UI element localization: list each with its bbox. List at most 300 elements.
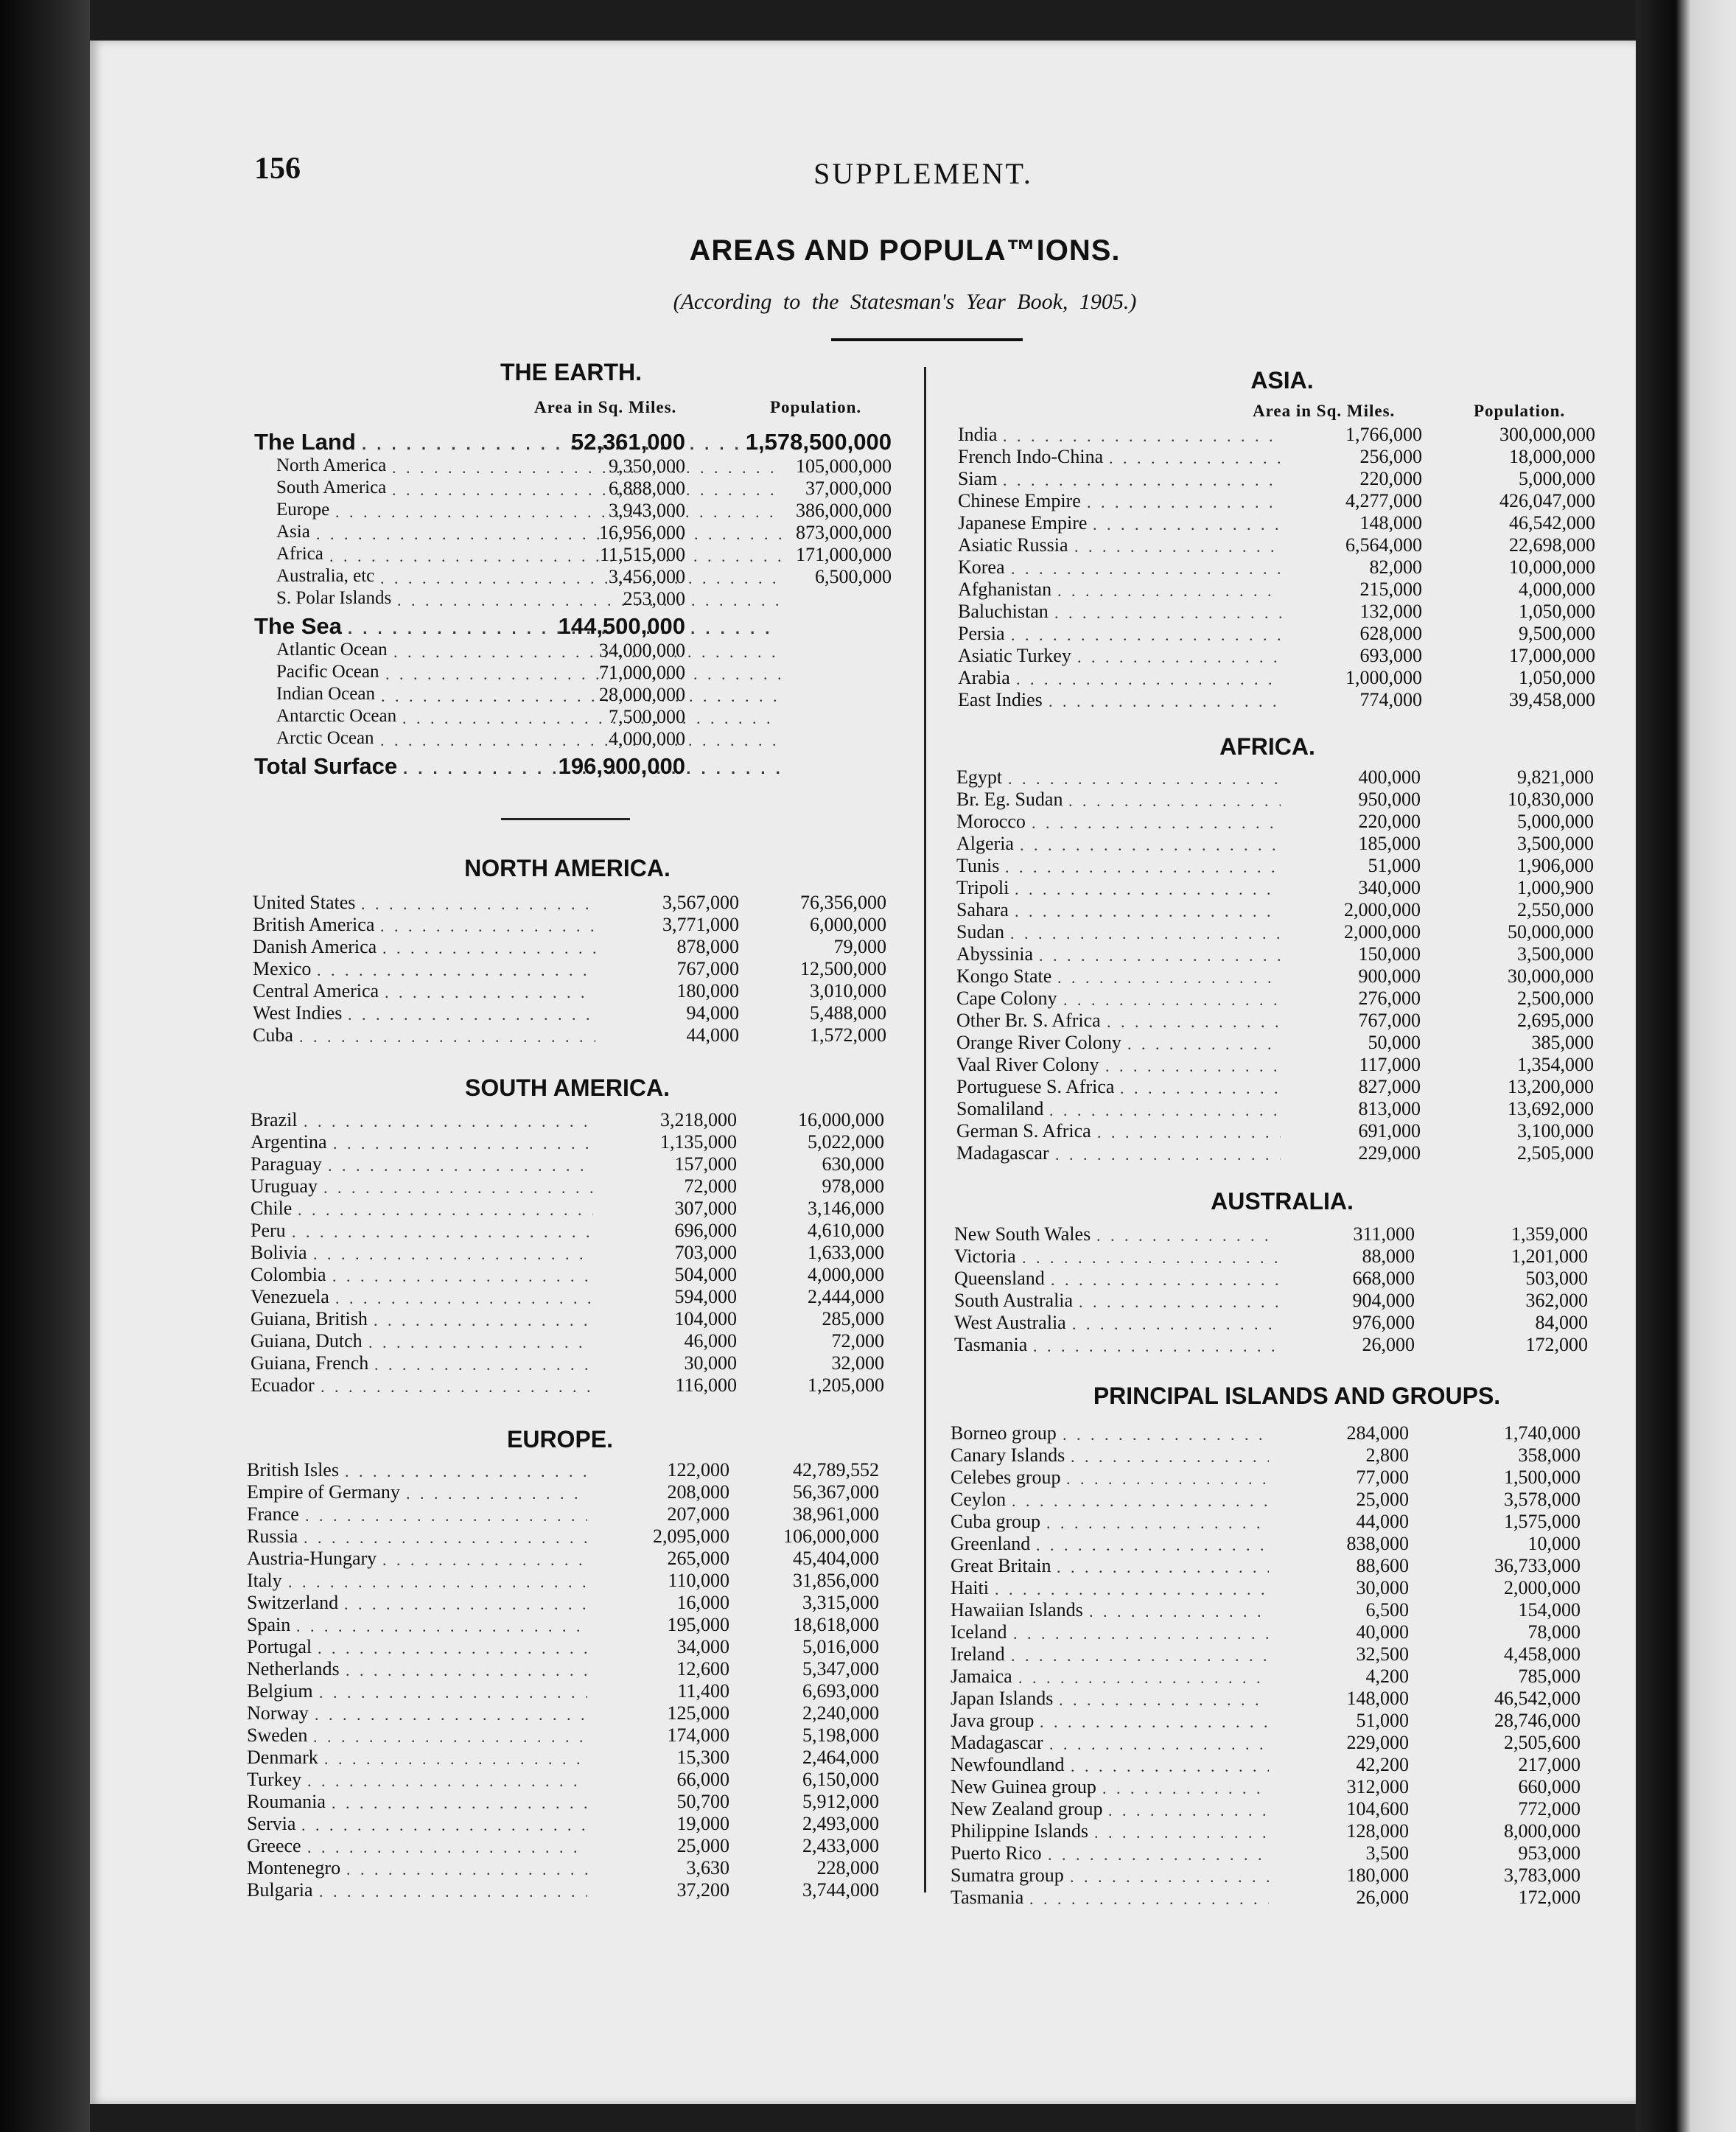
population-value: 1,205,000 (808, 1374, 884, 1396)
row-name: Sweden (247, 1724, 308, 1746)
leader-dots (382, 939, 595, 954)
population-value: 12,500,000 (800, 958, 886, 979)
area-value: 9,350,000 (609, 455, 685, 477)
leader-dots (1016, 670, 1282, 685)
table-row (251, 1175, 892, 1198)
table-row (951, 1864, 1592, 1887)
area-value: 196,900,000 (558, 753, 685, 779)
table-row (951, 1467, 1592, 1489)
area-value: 3,943,000 (609, 500, 685, 521)
population-value: 6,693,000 (802, 1680, 879, 1702)
table-row (247, 1503, 888, 1525)
row-name: Roumania (247, 1791, 326, 1812)
population-value: 3,100,000 (1517, 1120, 1594, 1142)
area-value: 311,000 (1353, 1223, 1415, 1245)
population-value: 3,500,000 (1517, 943, 1594, 965)
leader-dots (1048, 1845, 1269, 1860)
row-name: Chile (251, 1198, 293, 1219)
area-value: 19,000 (676, 1813, 729, 1834)
leader-dots (1087, 493, 1282, 508)
row-name: Chinese Empire (958, 490, 1081, 511)
area-value: 180,000 (1346, 1864, 1409, 1886)
leader-dots (329, 547, 781, 562)
area-value: 3,567,000 (662, 892, 739, 913)
row-name: Baluchistan (958, 601, 1049, 622)
table-row (253, 1024, 894, 1046)
row-name: Orange River Colony (956, 1032, 1121, 1053)
area-value: 94,000 (686, 1002, 739, 1024)
table-row (951, 1776, 1592, 1798)
area-value: 185,000 (1358, 833, 1421, 854)
table-row (247, 1525, 888, 1548)
leader-dots (1057, 968, 1281, 983)
table-row (954, 1334, 1595, 1356)
table-row (956, 1120, 1597, 1142)
table-row (254, 610, 895, 640)
leader-dots (381, 687, 781, 702)
area-value: 144,500,000 (558, 613, 685, 639)
area-value: 2,000,000 (1344, 899, 1421, 920)
table-row (951, 1842, 1592, 1864)
row-name: Haiti (951, 1577, 989, 1598)
area-value: 976,000 (1352, 1312, 1415, 1333)
area-value: 25,000 (1356, 1489, 1409, 1510)
table-row (951, 1444, 1592, 1467)
area-value: 504,000 (674, 1264, 737, 1285)
area-value: 400,000 (1358, 766, 1421, 788)
leader-dots (1063, 1425, 1269, 1440)
population-value: 31,856,000 (793, 1570, 879, 1591)
population-value: 3,146,000 (808, 1198, 884, 1219)
area-value: 215,000 (1359, 579, 1422, 600)
row-name: Guiana, British (251, 1308, 368, 1329)
leader-dots (1107, 1013, 1281, 1027)
population-value: 3,744,000 (802, 1879, 879, 1901)
leader-dots (1032, 814, 1281, 828)
area-value: 7,500,000 (609, 706, 685, 727)
leader-dots (1077, 648, 1282, 663)
row-name: New South Wales (954, 1223, 1091, 1245)
area-value: 148,000 (1359, 512, 1422, 534)
population-value: 1,050,000 (1519, 601, 1595, 622)
leader-dots (1093, 515, 1282, 530)
area-value: 307,000 (674, 1198, 737, 1219)
table-row (951, 1798, 1592, 1820)
population-value: 1,201,000 (1511, 1245, 1588, 1267)
table-row (956, 855, 1597, 877)
row-name: Montenegro (247, 1857, 341, 1878)
table-row (247, 1857, 888, 1879)
leader-dots (382, 1551, 587, 1565)
population-value: 10,000,000 (1509, 556, 1595, 578)
leader-dots (392, 458, 781, 473)
row-name: Africa (276, 544, 323, 564)
area-value: 813,000 (1358, 1098, 1421, 1119)
population-value: 1,050,000 (1519, 667, 1595, 688)
area-value: 28,000,000 (599, 684, 685, 705)
population-value: 106,000,000 (783, 1525, 879, 1547)
population-value: 358,000 (1518, 1444, 1581, 1466)
area-value: 50,000 (1368, 1032, 1421, 1053)
population-value: 6,150,000 (802, 1769, 879, 1790)
table-row (247, 1614, 888, 1636)
row-name: Belgium (247, 1680, 313, 1702)
table-row (958, 534, 1599, 556)
row-name: Greenland (951, 1533, 1031, 1554)
population-value: 84,000 (1535, 1312, 1588, 1333)
area-value: 628,000 (1359, 623, 1422, 644)
table-row (251, 1352, 892, 1374)
table-row (247, 1835, 888, 1857)
row-name: Jamaica (951, 1666, 1012, 1687)
table-row (951, 1820, 1592, 1842)
row-name: Colombia (251, 1264, 326, 1285)
row-name: Japan Islands (951, 1688, 1054, 1709)
area-value: 3,456,000 (609, 566, 685, 587)
row-name: Austria-Hungary (247, 1548, 377, 1569)
row-name: Switzerland (247, 1592, 339, 1613)
table-row (956, 1142, 1597, 1164)
leader-dots (296, 1617, 587, 1632)
population-value: 3,315,000 (802, 1592, 879, 1613)
row-name: Egypt (956, 766, 1003, 788)
row-name: Central America (253, 980, 379, 1002)
row-name: Br. Eg. Sudan (956, 789, 1063, 810)
area-value: 34,000,000 (599, 640, 685, 661)
area-value: 42,200 (1356, 1754, 1409, 1775)
row-name: Antarctic Ocean (276, 706, 397, 726)
population-value: 3,010,000 (810, 980, 886, 1002)
population-value: 78,000 (1527, 1621, 1581, 1643)
leader-dots (1039, 946, 1281, 961)
row-name: Canary Islands (951, 1444, 1065, 1466)
area-value: 46,000 (684, 1330, 737, 1352)
row-name: France (247, 1503, 299, 1525)
area-value: 52,361,000 (570, 429, 685, 455)
row-name: Tasmania (954, 1334, 1028, 1355)
table-row (247, 1636, 888, 1658)
area-value: 4,200 (1365, 1666, 1409, 1687)
leader-dots (1003, 471, 1282, 486)
area-value: 767,000 (1358, 1010, 1421, 1031)
table-row (254, 478, 895, 500)
row-name: Queensland (954, 1268, 1045, 1289)
area-value: 122,000 (667, 1459, 729, 1481)
leader-dots (1005, 858, 1281, 873)
leader-dots (313, 1245, 593, 1259)
area-value: 37,200 (676, 1879, 729, 1901)
area-value: 594,000 (674, 1286, 737, 1307)
population-value: 36,733,000 (1494, 1555, 1581, 1576)
population-value: 32,000 (831, 1352, 884, 1374)
leader-dots (301, 1816, 587, 1831)
row-name: The Land (254, 429, 356, 455)
area-value: 703,000 (674, 1242, 737, 1263)
area-value: 878,000 (676, 936, 739, 957)
leader-dots (1127, 1035, 1281, 1049)
leader-dots (1036, 1536, 1269, 1551)
table-row (253, 980, 894, 1002)
population-value: 217,000 (1518, 1754, 1581, 1775)
row-name: Ecuador (251, 1374, 315, 1396)
population-value: 2,240,000 (802, 1702, 879, 1724)
table-row (958, 512, 1599, 534)
population-value: 13,692,000 (1508, 1098, 1594, 1119)
area-value: 11,400 (677, 1680, 729, 1702)
area-value: 88,600 (1356, 1555, 1409, 1576)
leader-dots (304, 1528, 587, 1543)
col-header-area: Area in Sq. Miles. (1253, 402, 1396, 420)
table-row (254, 750, 895, 780)
population-value: 362,000 (1525, 1290, 1588, 1311)
leader-dots (1018, 1668, 1269, 1683)
leader-dots (385, 665, 781, 679)
page-title: AREAS AND POPULA™IONS. (689, 234, 1121, 267)
area-value: 25,000 (676, 1835, 729, 1856)
area-value: 44,000 (1356, 1511, 1409, 1532)
population-value: 18,618,000 (793, 1614, 879, 1635)
row-name: Madagascar (951, 1732, 1043, 1753)
table-row (253, 914, 894, 936)
table-row (956, 1010, 1597, 1032)
population-value: 5,000,000 (1517, 811, 1594, 832)
population-value: 1,578,500,000 (745, 429, 892, 455)
row-name: Guiana, French (251, 1352, 369, 1374)
row-name: Japanese Empire (958, 512, 1088, 534)
table-row (956, 766, 1597, 789)
area-value: 40,000 (1356, 1621, 1409, 1643)
row-name: Siam (958, 468, 998, 489)
leader-dots (1033, 1337, 1278, 1352)
row-name: Sahara (956, 899, 1009, 920)
population-value: 1,354,000 (1517, 1054, 1594, 1075)
area-value: 312,000 (1346, 1776, 1409, 1797)
table-row (951, 1489, 1592, 1511)
leader-dots (332, 1794, 587, 1808)
table-row (958, 601, 1599, 623)
area-value: 693,000 (1359, 645, 1422, 666)
area-value: 51,000 (1356, 1710, 1409, 1731)
area-value: 44,000 (686, 1024, 739, 1046)
row-name: Great Britain (951, 1555, 1051, 1576)
row-name: Venezuela (251, 1286, 329, 1307)
population-value: 22,698,000 (1509, 534, 1595, 556)
area-value: 1,766,000 (1345, 424, 1422, 445)
leader-dots (323, 1178, 593, 1193)
row-name: Empire of Germany (247, 1481, 400, 1503)
table-row (253, 958, 894, 980)
leader-dots (305, 1506, 587, 1521)
population-value: 953,000 (1518, 1842, 1581, 1864)
area-value: 1,000,000 (1345, 667, 1422, 688)
population-value: 228,000 (816, 1857, 879, 1878)
table-row (951, 1511, 1592, 1533)
table-row (251, 1131, 892, 1153)
leader-dots (1008, 769, 1281, 784)
population-value: 2,500,000 (1517, 988, 1594, 1009)
section-title-europe: EUROPE. (506, 1426, 614, 1453)
leader-dots (1057, 581, 1282, 596)
population-value: 9,821,000 (1517, 766, 1594, 788)
table-row (247, 1680, 888, 1702)
leader-dots (393, 643, 781, 657)
leader-dots (332, 1267, 593, 1282)
leader-dots (392, 480, 781, 495)
table-row (954, 1290, 1595, 1312)
row-name: S. Polar Islands (276, 588, 392, 608)
table-row (951, 1422, 1592, 1444)
leader-dots (1029, 1890, 1269, 1904)
population-value: 4,458,000 (1504, 1643, 1581, 1665)
islands-table (951, 1422, 1592, 1909)
population-value: 46,542,000 (1509, 512, 1595, 534)
leader-dots (304, 1112, 593, 1127)
population-value: 5,347,000 (802, 1658, 879, 1680)
population-value: 30,000,000 (1508, 965, 1594, 987)
leader-dots (385, 983, 595, 998)
table-row (954, 1312, 1595, 1334)
row-name: West Indies (253, 1002, 343, 1024)
row-name: Ceylon (951, 1489, 1007, 1510)
area-value: 32,500 (1356, 1643, 1409, 1665)
leader-dots (374, 1355, 593, 1370)
row-name: Portugal (247, 1636, 312, 1657)
table-row (951, 1887, 1592, 1909)
area-value: 104,600 (1346, 1798, 1409, 1820)
row-name: Mexico (253, 958, 312, 979)
asia-column-headers (958, 402, 1599, 424)
table-row (954, 1268, 1595, 1290)
leader-dots (1051, 1271, 1278, 1285)
row-name: United States (253, 892, 356, 913)
table-row (956, 943, 1597, 965)
leader-dots (1046, 1514, 1269, 1528)
leader-dots (319, 1882, 587, 1897)
table-row (951, 1533, 1592, 1555)
area-value: 6,500 (1365, 1599, 1409, 1621)
leader-dots (316, 525, 781, 539)
area-value: 30,000 (684, 1352, 737, 1374)
row-name: Total Surface (254, 753, 398, 779)
table-row (958, 645, 1599, 667)
title-rule (831, 338, 1023, 341)
row-name: Bolivia (251, 1242, 307, 1263)
table-row (247, 1592, 888, 1614)
page-number: 156 (254, 152, 301, 186)
table-row (247, 1769, 888, 1791)
leader-dots (1011, 559, 1282, 574)
row-name: Turkey (247, 1769, 302, 1790)
area-value: 838,000 (1346, 1533, 1409, 1554)
population-value: 10,830,000 (1508, 789, 1594, 810)
leader-dots (1049, 692, 1282, 707)
leader-dots (315, 1705, 587, 1720)
table-row (958, 556, 1599, 579)
table-row (954, 1245, 1595, 1268)
leader-dots (397, 591, 781, 606)
area-value: 3,500 (1365, 1842, 1409, 1864)
row-name: Kongo State (956, 965, 1052, 987)
population-value: 5,198,000 (802, 1724, 879, 1746)
area-value: 2,000,000 (1344, 921, 1421, 943)
row-name: British America (253, 914, 375, 935)
area-value: 72,000 (684, 1175, 737, 1197)
table-row (247, 1658, 888, 1680)
table-row (247, 1481, 888, 1503)
row-name: East Indies (958, 689, 1043, 710)
table-row (251, 1286, 892, 1308)
row-name: Other Br. S. Africa (956, 1010, 1101, 1031)
population-value: 1,500,000 (1504, 1467, 1581, 1488)
leader-dots (1022, 1248, 1278, 1263)
row-name: British Isles (247, 1459, 339, 1481)
leader-dots (333, 1134, 593, 1149)
table-row (251, 1198, 892, 1220)
leader-dots (1071, 1757, 1269, 1772)
area-value: 157,000 (674, 1153, 737, 1175)
population-value: 3,500,000 (1517, 833, 1594, 854)
area-value: 229,000 (1346, 1732, 1409, 1753)
row-name: New Guinea group (951, 1776, 1096, 1797)
leader-dots (1068, 791, 1281, 806)
row-name: Madagascar (956, 1142, 1049, 1164)
area-value: 50,700 (676, 1791, 729, 1812)
table-row (254, 522, 895, 544)
population-value: 2,695,000 (1517, 1010, 1594, 1031)
area-value: 827,000 (1358, 1076, 1421, 1097)
leader-dots (299, 1027, 595, 1042)
area-value: 110,000 (668, 1570, 729, 1591)
leader-dots (380, 917, 595, 932)
table-row (951, 1555, 1592, 1577)
leader-dots (328, 1156, 593, 1171)
row-name: Indian Ocean (276, 684, 375, 704)
population-value: 300,000,000 (1499, 424, 1595, 445)
population-value: 2,000,000 (1504, 1577, 1581, 1598)
table-row (251, 1374, 892, 1397)
population-value: 39,458,000 (1509, 689, 1595, 710)
table-row (254, 544, 895, 566)
leader-dots (1054, 604, 1282, 618)
leader-dots (1003, 427, 1282, 441)
leader-dots (402, 709, 781, 724)
running-head: SUPPLEMENT. (813, 157, 1033, 190)
page-subtitle: (According to the Statesman's Year Book, 1905.) (673, 290, 1137, 314)
table-row (956, 811, 1597, 833)
row-name: Greece (247, 1835, 301, 1856)
leader-dots (368, 1333, 593, 1348)
table-row (958, 490, 1599, 512)
area-value: 132,000 (1359, 601, 1422, 622)
table-row (247, 1702, 888, 1724)
table-row (958, 579, 1599, 601)
table-row (251, 1264, 892, 1286)
row-name: Servia (247, 1813, 296, 1834)
row-name: Cuba (253, 1024, 293, 1046)
area-value: 4,000,000 (609, 728, 685, 749)
row-name: Pacific Ocean (276, 662, 379, 682)
leader-dots (348, 1005, 595, 1020)
population-value: 1,000,900 (1517, 877, 1594, 898)
area-value: 148,000 (1346, 1688, 1409, 1709)
leader-dots (380, 569, 781, 584)
row-name: Australia, etc (276, 566, 375, 586)
area-value: 16,956,000 (599, 522, 685, 543)
table-row (951, 1621, 1592, 1643)
row-name: Algeria (956, 833, 1014, 854)
table-row (251, 1330, 892, 1352)
leader-dots (298, 1200, 593, 1215)
